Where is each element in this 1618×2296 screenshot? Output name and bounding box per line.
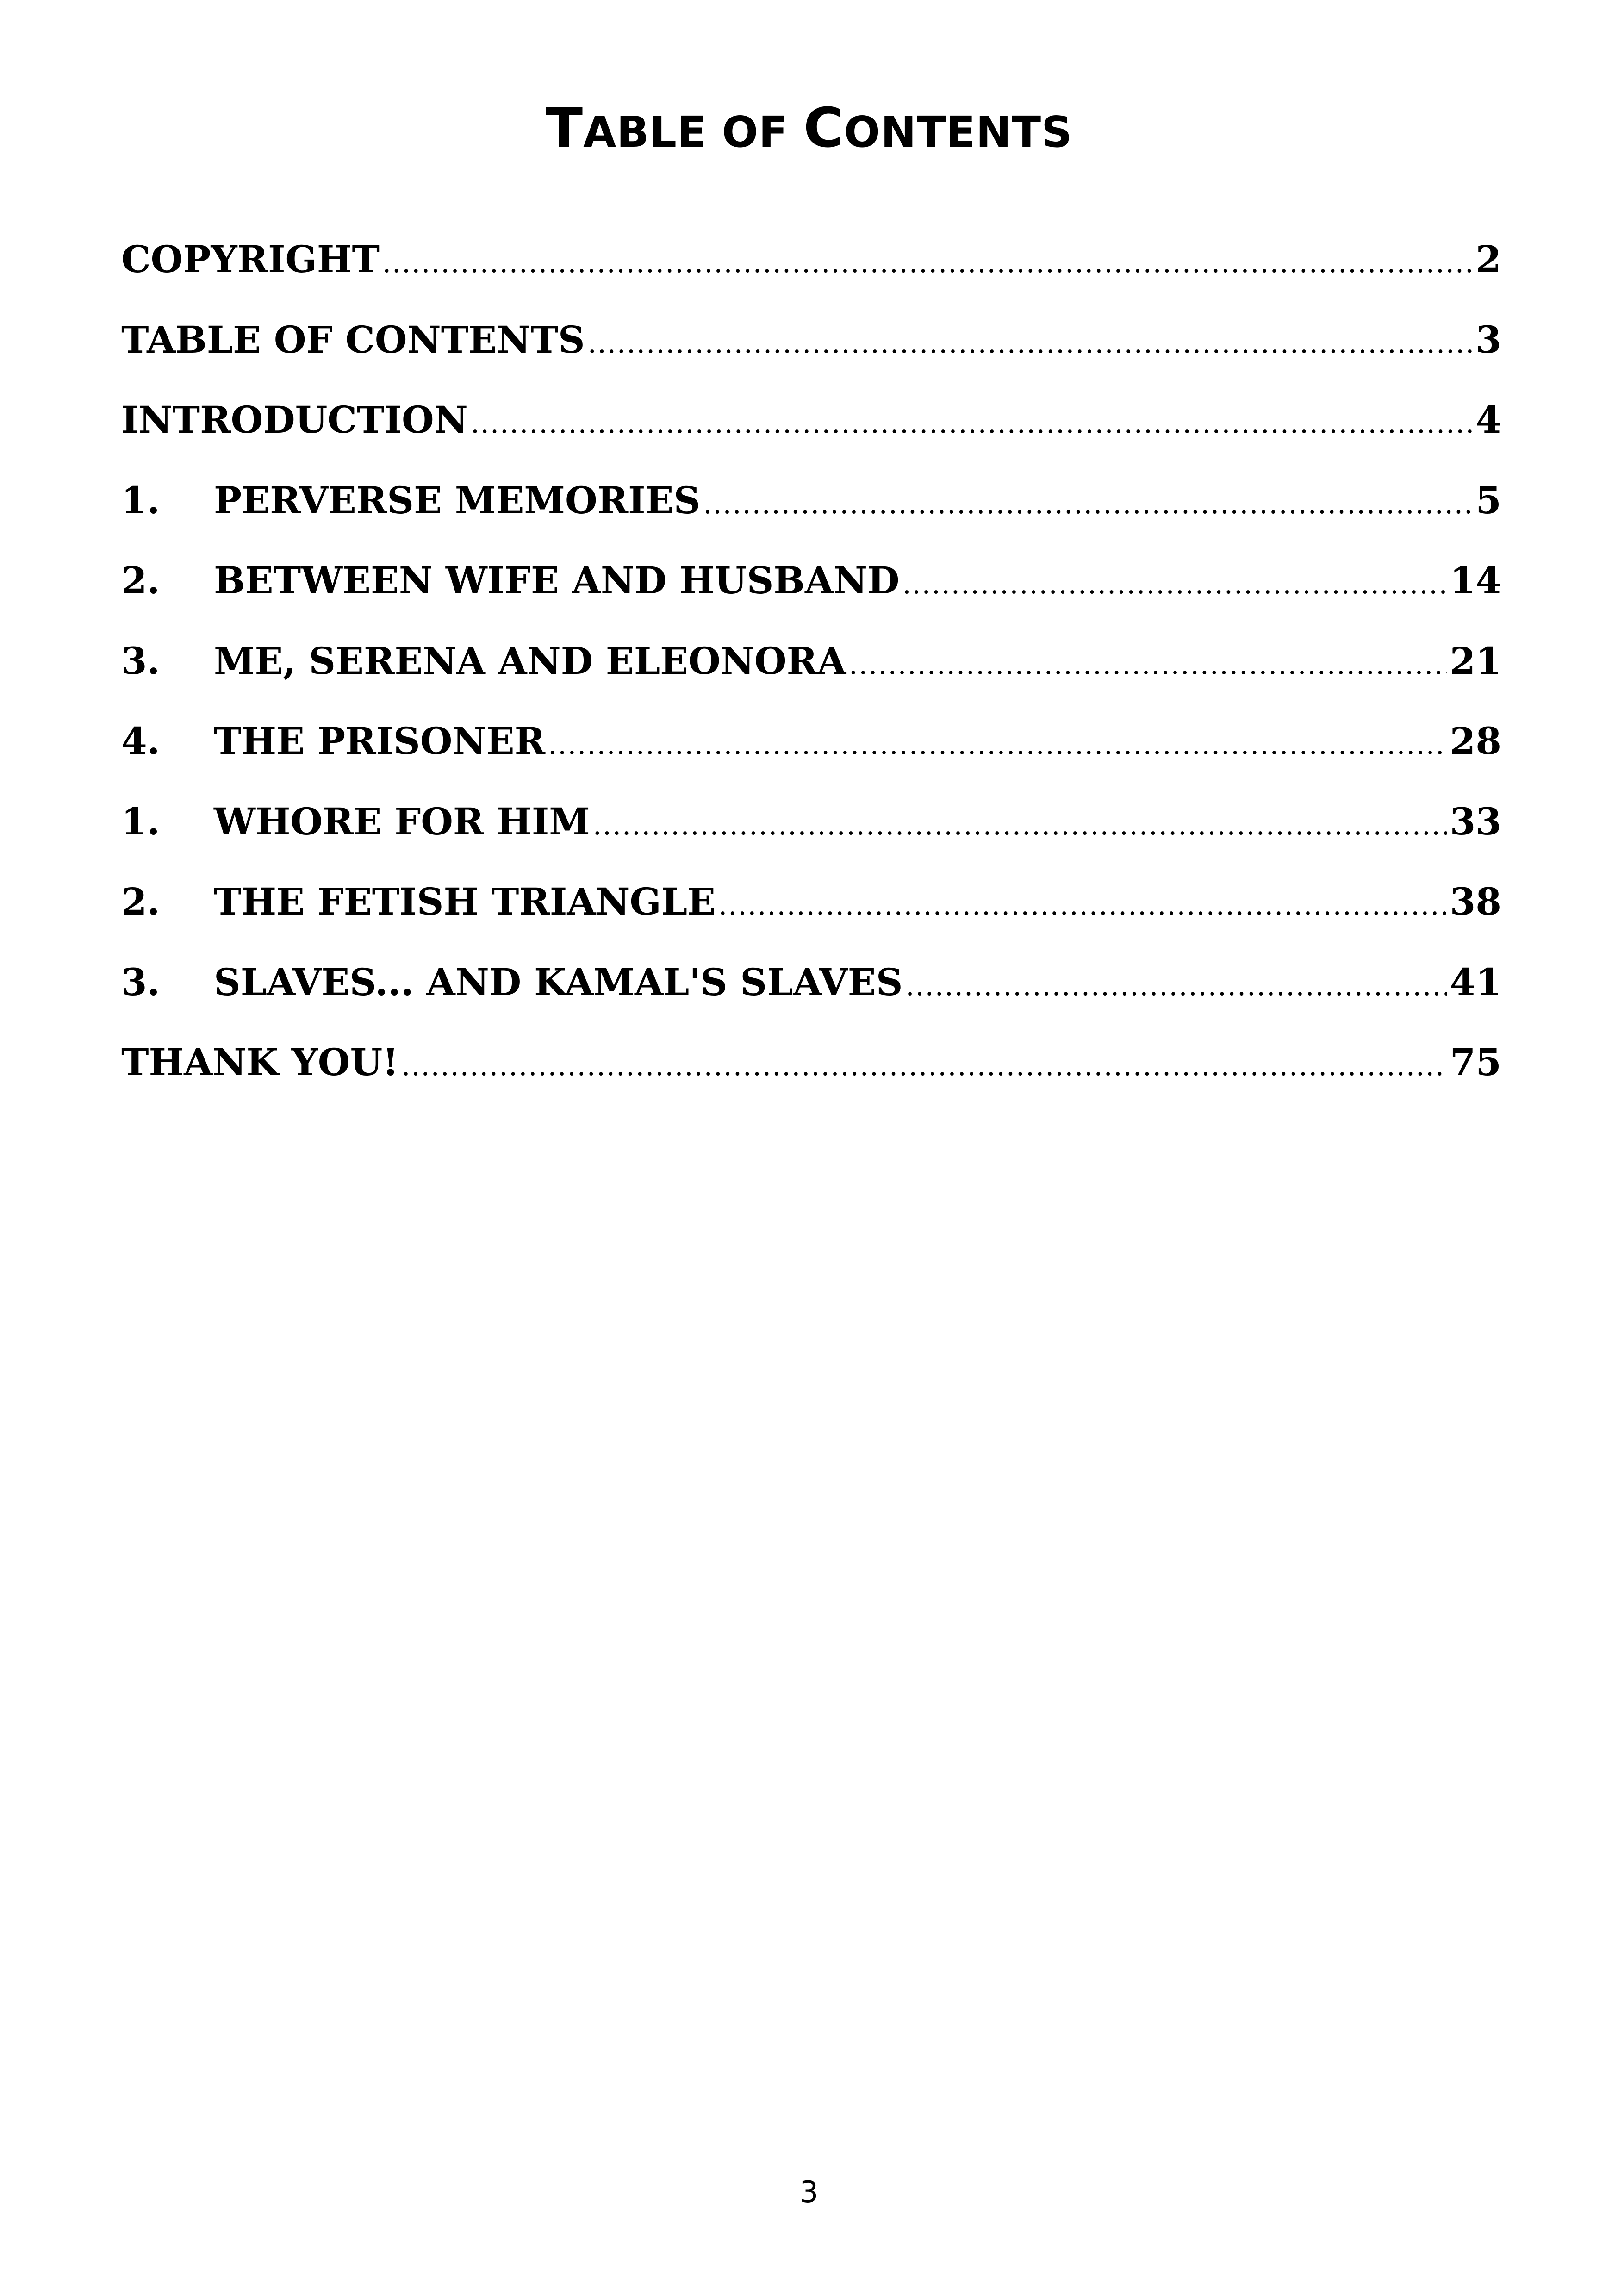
toc-entry-copyright[interactable] (121, 231, 1501, 312)
toc-leader-dots (382, 235, 1473, 291)
toc-entry-page: 21 (1450, 639, 1501, 683)
toc-entry-page: 75 (1450, 1040, 1501, 1084)
toc-entry-page: 3 (1475, 317, 1501, 361)
toc-leader-dots (849, 637, 1447, 692)
toc-entry-label: PERVERSE MEMORIES (214, 478, 701, 522)
toc-entry-label: ME, SERENA AND ELEONORA (214, 639, 846, 683)
toc-entry-label: SLAVES... AND KAMAL'S SLAVES (214, 960, 903, 1004)
title-rest-2: ONTENTS (844, 107, 1073, 157)
toc-entry-number: 3. (121, 960, 160, 1004)
toc-entry-page: 38 (1450, 880, 1501, 923)
toc-entry-label: INTRODUCTION (121, 398, 468, 442)
toc-entry-label: COPYRIGHT (121, 237, 380, 281)
toc-entry-page: 5 (1475, 478, 1501, 522)
toc-leader-dots (906, 958, 1447, 1014)
toc-leader-dots (471, 396, 1473, 451)
toc-leader-dots (593, 797, 1447, 853)
toc-entry-perverse-memories[interactable] (121, 473, 1501, 553)
table-of-contents (121, 231, 1501, 1115)
toc-entry-label: TABLE OF CONTENTS (121, 317, 585, 361)
toc-entry-page: 33 (1450, 799, 1501, 843)
toc-entry-label: THANK YOU! (121, 1040, 399, 1084)
toc-entry-label: THE PRISONER (214, 719, 546, 763)
toc-entry-thank-you[interactable] (121, 1034, 1501, 1115)
toc-entry-label: WHORE FOR HIM (214, 799, 590, 843)
toc-entry-table-of-contents[interactable] (121, 312, 1501, 392)
title-rest-1: ABLE OF (583, 107, 803, 157)
toc-entry-number: 1. (121, 478, 160, 522)
title-cap-1: T (545, 96, 584, 160)
toc-entry-page: 41 (1450, 960, 1501, 1004)
toc-leader-dots (703, 476, 1473, 532)
toc-leader-dots (588, 316, 1473, 371)
toc-entry-page: 4 (1475, 398, 1501, 442)
toc-entry-label: BETWEEN WIFE AND HUSBAND (214, 559, 900, 602)
toc-entry-label: THE FETISH TRIANGLE (214, 880, 716, 923)
toc-entry-slaves-and-kamals-slaves[interactable] (121, 954, 1501, 1035)
toc-entry-introduction[interactable] (121, 392, 1501, 473)
toc-entry-number: 2. (121, 880, 160, 923)
toc-entry-number: 2. (121, 559, 160, 602)
title-cap-2: C (803, 96, 844, 160)
toc-entry-me-serena-and-eleonora[interactable] (121, 633, 1501, 714)
toc-entry-number: 4. (121, 719, 160, 763)
toc-entry-the-fetish-triangle[interactable] (121, 874, 1501, 954)
toc-leader-dots (902, 556, 1447, 612)
toc-entry-page: 28 (1450, 719, 1501, 763)
toc-entry-whore-for-him[interactable] (121, 794, 1501, 874)
toc-entry-the-prisoner[interactable] (121, 713, 1501, 794)
toc-leader-dots (401, 1038, 1447, 1094)
toc-entry-number: 1. (121, 799, 160, 843)
toc-leader-dots (718, 877, 1447, 933)
toc-leader-dots (548, 717, 1447, 772)
toc-entry-between-wife-and-husband[interactable] (121, 553, 1501, 633)
toc-entry-page: 14 (1450, 559, 1501, 602)
toc-entry-number: 3. (121, 639, 160, 683)
toc-entry-page: 2 (1475, 237, 1501, 281)
page-title (0, 91, 1618, 169)
page-number: 3 (799, 2175, 819, 2209)
